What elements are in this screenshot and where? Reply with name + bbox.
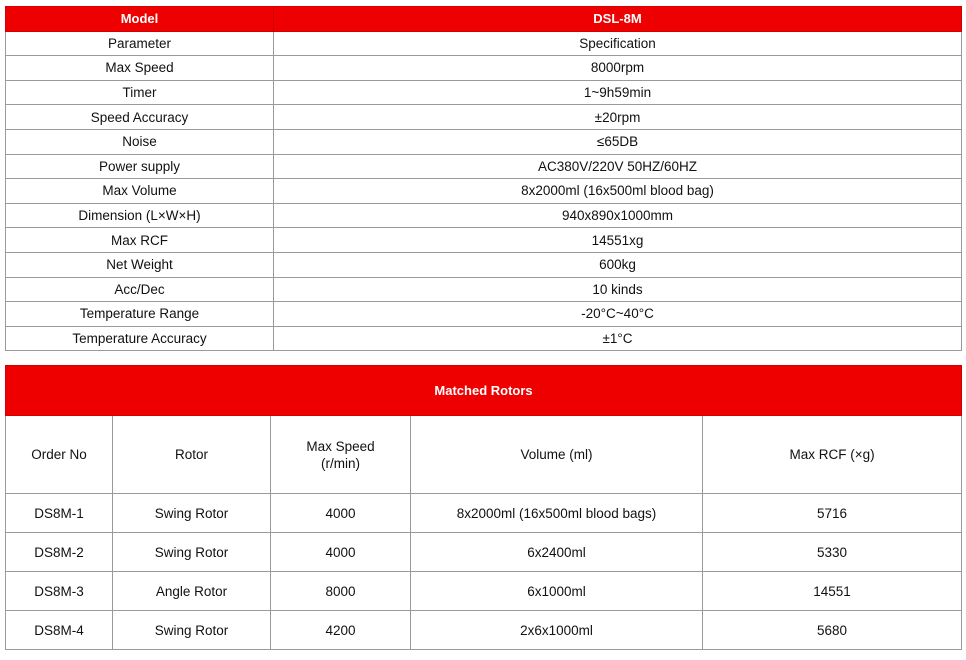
rotor-order-no: DS8M-2 [6, 533, 113, 572]
spec-row [6, 31, 962, 56]
rotor-type: Swing Rotor [113, 533, 271, 572]
rotor-max-rcf: 14551 [703, 572, 962, 611]
spec-label: Max Volume [6, 179, 274, 204]
rotor-max-speed: 8000 [271, 572, 411, 611]
col-max-speed: Max Speed (r/min) [271, 416, 411, 494]
rotor-max-rcf: 5680 [703, 611, 962, 650]
col-order-no: Order No [6, 416, 113, 494]
rotor-title-row [6, 366, 962, 416]
col-max-rcf: Max RCF (×g) [703, 416, 962, 494]
spec-label: Power supply [6, 154, 274, 179]
spec-value: -20°C~40°C [274, 302, 962, 327]
rotor-volume: 6x1000ml [411, 572, 703, 611]
rotor-type: Swing Rotor [113, 494, 271, 533]
rotor-order-no: DS8M-3 [6, 572, 113, 611]
rotor-volume: 2x6x1000ml [411, 611, 703, 650]
spec-value: AC380V/220V 50HZ/60HZ [274, 154, 962, 179]
rotor-type: Angle Rotor [113, 572, 271, 611]
spec-row [6, 302, 962, 327]
rotor-max-rcf: 5716 [703, 494, 962, 533]
rotor-max-speed: 4000 [271, 533, 411, 572]
rotor-max-rcf: 5330 [703, 533, 962, 572]
spec-row [6, 80, 962, 105]
rotor-order-no: DS8M-4 [6, 611, 113, 650]
spec-value: ±20rpm [274, 105, 962, 130]
rotor-volume: 6x2400ml [411, 533, 703, 572]
spec-value: 8x2000ml (16x500ml blood bag) [274, 179, 962, 204]
spec-row [6, 252, 962, 277]
matched-rotors-table [5, 365, 962, 650]
spec-value: 8000rpm [274, 56, 962, 81]
spec-label: Parameter [6, 31, 274, 56]
spec-row [6, 105, 962, 130]
spec-value: 940x890x1000mm [274, 203, 962, 228]
spec-label: Temperature Range [6, 302, 274, 327]
spec-row [6, 228, 962, 253]
spec-value: 600kg [274, 252, 962, 277]
spec-row [6, 129, 962, 154]
rotor-row [6, 494, 962, 533]
spec-value: ±1°C [274, 326, 962, 351]
rotor-max-speed: 4000 [271, 494, 411, 533]
spec-label: Net Weight [6, 252, 274, 277]
rotor-header-row [6, 416, 962, 494]
rotor-volume: 8x2000ml (16x500ml blood bags) [411, 494, 703, 533]
spec-label: Speed Accuracy [6, 105, 274, 130]
rotor-type: Swing Rotor [113, 611, 271, 650]
rotor-table-title: Matched Rotors [6, 366, 962, 416]
spec-label: Max Speed [6, 56, 274, 81]
spec-label: Max RCF [6, 228, 274, 253]
spec-label: Dimension (L×W×H) [6, 203, 274, 228]
rotor-row [6, 611, 962, 650]
col-rotor: Rotor [113, 416, 271, 494]
spec-row [6, 326, 962, 351]
spec-row [6, 154, 962, 179]
rotor-order-no: DS8M-1 [6, 494, 113, 533]
spec-header-row [6, 7, 962, 32]
rotor-row [6, 572, 962, 611]
spec-value: ≤65DB [274, 129, 962, 154]
specification-table [5, 6, 962, 351]
model-label: Model [6, 7, 274, 32]
rotor-row [6, 533, 962, 572]
spec-label: Temperature Accuracy [6, 326, 274, 351]
col-volume: Volume (ml) [411, 416, 703, 494]
spec-row [6, 203, 962, 228]
spec-row [6, 179, 962, 204]
spec-row [6, 277, 962, 302]
spec-label: Acc/Dec [6, 277, 274, 302]
model-value: DSL-8M [274, 7, 962, 32]
spec-value: Specification [274, 31, 962, 56]
spec-label: Timer [6, 80, 274, 105]
spec-value: 14551xg [274, 228, 962, 253]
spec-value: 1~9h59min [274, 80, 962, 105]
rotor-max-speed: 4200 [271, 611, 411, 650]
spec-label: Noise [6, 129, 274, 154]
spec-row [6, 56, 962, 81]
spec-value: 10 kinds [274, 277, 962, 302]
